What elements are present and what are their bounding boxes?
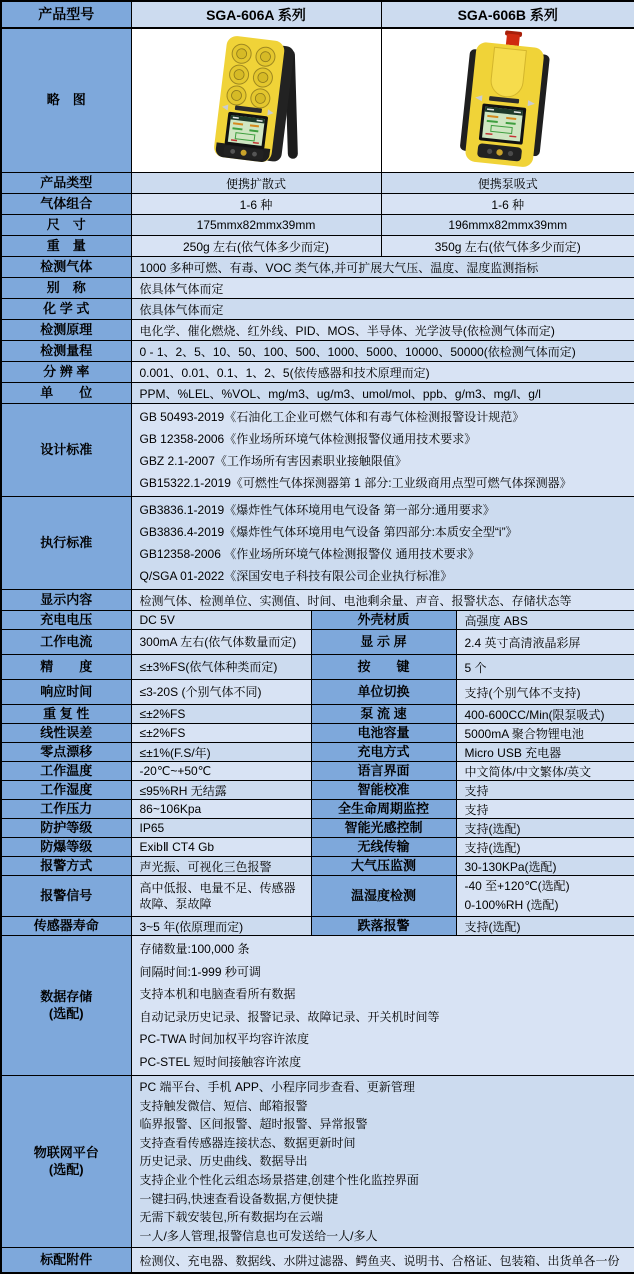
table-row: [1, 655, 634, 680]
spec-value-line: PC 端平台、手机 APP、小程序同步查看、更新管理: [139, 1080, 415, 1094]
row-label-2: 大气压监测: [311, 857, 456, 876]
spec-value-right: 5 个: [456, 655, 634, 680]
row-label: 单 位: [1, 383, 131, 404]
row-label-2: 无线传输: [311, 838, 456, 857]
table-row: [1, 299, 634, 320]
spec-value-line: GBZ 2.1-2007《工作场所有害因素职业接触限值》: [139, 454, 407, 468]
spec-value-b: 196mmx82mmx39mm: [381, 215, 634, 236]
row-label: 检测气体: [1, 257, 131, 278]
table-row: [1, 781, 634, 800]
spec-value: 检测气体、检测单位、实测值、时间、电池剩余量、声音、报警状态、存储状态等: [131, 590, 634, 611]
spec-value-right: 高强度 ABS: [456, 611, 634, 630]
table-row: [1, 173, 634, 194]
table-row: [1, 497, 634, 590]
spec-value-line: 一键扫码,快速查看设备数据,方便快捷: [139, 1191, 339, 1206]
spec-value-line: 自动记录历史记录、报警记录、故障记录、开关机时间等: [139, 1009, 440, 1024]
spec-value-left: ≤±2%FS: [131, 705, 311, 724]
spec-value-line: GB 12358-2006《作业场所环境气体检测报警仪通用技术要求》: [139, 432, 477, 446]
spec-value-line: 支持本机和电脑查看所有数据: [139, 987, 296, 1001]
spec-value-line: 存储数量:100,000 条: [139, 942, 250, 956]
table-row: [1, 630, 634, 655]
table-row: [1, 917, 634, 936]
table-row: [1, 215, 634, 236]
spec-value-a: 1-6 种: [131, 194, 381, 215]
row-label: 化 学 式: [1, 299, 131, 320]
row-label-2: 智能光感控制: [311, 819, 456, 838]
spec-value-a: 250g 左右(依气体多少而定): [131, 236, 381, 257]
spec-value-line: 支持触发微信、短信、邮箱报警: [139, 1098, 308, 1113]
row-label-line: 物联网平台: [33, 1145, 99, 1161]
table-row: [1, 278, 634, 299]
row-label-line: 数据存储: [40, 989, 93, 1005]
spec-value-left: IP65: [131, 819, 311, 838]
row-label: 传感器寿命: [1, 917, 131, 936]
spec-value-right: [456, 876, 634, 917]
row-label: 检测量程: [1, 341, 131, 362]
row-label-2: 外壳材质: [311, 611, 456, 630]
row-label: 分 辨 率: [1, 362, 131, 383]
spec-value: [131, 936, 634, 1076]
table-row: [1, 705, 634, 724]
spec-value-right: 支持(选配): [456, 819, 634, 838]
table-row: [1, 936, 634, 1076]
spec-value-left: ≤3-20S (个别气体不同): [131, 680, 311, 705]
spec-value: 检测仪、充电器、数据线、水阱过滤器、鳄鱼夹、说明书、合格证、包装箱、出货单各一份: [131, 1248, 634, 1273]
spec-value-right: 中文简体/中文繁体/英文: [456, 762, 634, 781]
row-label: 标配附件: [1, 1248, 131, 1273]
row-label: 显示内容: [1, 590, 131, 611]
row-label: 报警方式: [1, 857, 131, 876]
spec-value-right: Micro USB 充电器: [456, 743, 634, 762]
spec-value-a: 175mmx82mmx39mm: [131, 215, 381, 236]
row-label: 尺 寸: [1, 215, 131, 236]
spec-value: [131, 497, 634, 590]
spec-value-line: GB 50493-2019《石油化工企业可燃气体和有毒气体检测报警设计规范》: [139, 410, 525, 424]
row-label: 重 复 性: [1, 705, 131, 724]
spec-value-left: -20℃~+50℃: [131, 762, 311, 781]
row-label: [1, 936, 131, 1076]
row-label: 产品型号: [1, 1, 131, 28]
spec-value-line: 支持查看传感器连接状态、数据更新时间: [139, 1135, 356, 1150]
spec-value-left: 300mA 左右(依气体数量而定): [131, 630, 311, 655]
row-label: 防护等级: [1, 819, 131, 838]
spec-value-line: 0-100%RH (选配): [464, 898, 559, 912]
spec-value-line: Q/SGA 01-2022《深国安电子科技有限公司企业执行标准》: [139, 569, 453, 583]
row-label: 响应时间: [1, 680, 131, 705]
row-label-line: (选配): [48, 1005, 84, 1021]
product-b-image: [381, 28, 634, 173]
spec-value-right: 2.4 英寸高清液晶彩屏: [456, 630, 634, 655]
row-label-2: 泵 流 速: [311, 705, 456, 724]
spec-value-left: 高中低报、电量不足、传感器故障、泵故障: [131, 876, 311, 917]
row-label: 气体组合: [1, 194, 131, 215]
row-label-2: 单位切换: [311, 680, 456, 705]
spec-value-left: ≤±2%FS: [131, 724, 311, 743]
row-label-2: 显 示 屏: [311, 630, 456, 655]
table-row: [1, 1, 634, 28]
spec-value-right: 5000mA 聚合物锂电池: [456, 724, 634, 743]
table-row: [1, 838, 634, 857]
spec-value-line: GB3836.1-2019《爆炸性气体环境用电气设备 第一部分:通用要求》: [139, 503, 495, 517]
spec-value-left: ≤±1%(F.S/年): [131, 743, 311, 762]
spec-value-left: DC 5V: [131, 611, 311, 630]
table-row: [1, 800, 634, 819]
product-a-image: [131, 28, 381, 173]
spec-value-right: 30-130KPa(选配): [456, 857, 634, 876]
spec-value-left: ≤±3%FS(依气体种类而定): [131, 655, 311, 680]
series-a-header: SGA-606A 系列: [131, 1, 381, 28]
spec-value-right: 支持: [456, 781, 634, 800]
table-row: [1, 724, 634, 743]
row-label: 工作湿度: [1, 781, 131, 800]
row-label-2: 按 键: [311, 655, 456, 680]
sga-606a-device-illustration: [132, 29, 382, 172]
spec-value: 依具体气体而定: [131, 278, 634, 299]
row-label-2: 智能校准: [311, 781, 456, 800]
table-row: [1, 857, 634, 876]
spec-value-left: 3~5 年(依原理而定): [131, 917, 311, 936]
table-row: [1, 819, 634, 838]
spec-value-line: -40 至+120℃(选配): [464, 879, 570, 893]
spec-value-line: GB3836.4-2019《爆炸性气体环境用电气设备 第四部分:本质安全型“i”》: [139, 525, 518, 539]
row-label: 报警信号: [1, 876, 131, 917]
spec-value-left: 86~106Kpa: [131, 800, 311, 819]
sga-606b-device-illustration: [383, 29, 633, 172]
spec-value-b: 1-6 种: [381, 194, 634, 215]
table-row: [1, 362, 634, 383]
spec-value-line: 支持企业个性化云组态场景搭建,创建个性化监控界面: [139, 1172, 419, 1187]
spec-value-right: 支持: [456, 800, 634, 819]
row-label: 工作温度: [1, 762, 131, 781]
spec-value-b: 350g 左右(依气体多少而定): [381, 236, 634, 257]
row-label: 充电电压: [1, 611, 131, 630]
spec-value-left: 声光振、可视化三色报警: [131, 857, 311, 876]
spec-value-right: 支持(选配): [456, 917, 634, 936]
table-row: [1, 611, 634, 630]
spec-value: [131, 404, 634, 497]
row-label-2: 全生命周期监控: [311, 800, 456, 819]
spec-value-right: 400-600CC/Min(限泵吸式): [456, 705, 634, 724]
row-label: 执行标准: [1, 497, 131, 590]
row-label-2: 电池容量: [311, 724, 456, 743]
spec-value-line: PC-STEL 短时间接触容许浓度: [139, 1054, 302, 1069]
row-label-2: 语言界面: [311, 762, 456, 781]
row-label: 零点漂移: [1, 743, 131, 762]
row-label: 重 量: [1, 236, 131, 257]
table-row: [1, 876, 634, 917]
row-label-2: 跌落报警: [311, 917, 456, 936]
table-row: [1, 743, 634, 762]
table-row: [1, 680, 634, 705]
spec-value-line: PC-TWA 时间加权平均容许浓度: [139, 1032, 310, 1046]
spec-value: PPM、%LEL、%VOL、mg/m3、ug/m3、umol/mol、ppb、g/m3、mg/l、g/l: [131, 383, 634, 404]
spec-value: 电化学、催化燃烧、红外线、PID、MOS、半导体、光学波导(依检测气体而定): [131, 320, 634, 341]
spec-value-line: 一人/多人管理,报警信息也可发送给一人/多人: [139, 1228, 378, 1243]
table-row: [1, 404, 634, 497]
spec-value-right: 支持(个别气体不支持): [456, 680, 634, 705]
spec-value-right: 支持(选配): [456, 838, 634, 857]
series-b-header: SGA-606B 系列: [381, 1, 634, 28]
spec-value-line: GB12358-2006 《作业场所环境气体检测报警仪 通用技术要求》: [139, 547, 480, 561]
spec-value-line: 历史记录、历史曲线、数据导出: [139, 1154, 308, 1169]
row-label: [1, 1076, 131, 1248]
spec-value: 依具体气体而定: [131, 299, 634, 320]
spec-value-a: 便携扩散式: [131, 173, 381, 194]
spec-value: 1000 多种可燃、有毒、VOC 类气体,并可扩展大气压、温度、湿度监测指标: [131, 257, 634, 278]
spec-value-line: 无需下载安装包,所有数据均在云端: [139, 1210, 323, 1225]
spec-value-line: GB15322.1-2019《可燃性气体探测器第 1 部分:工业级商用点型可燃气体探测器》: [139, 476, 572, 490]
row-label: 工作电流: [1, 630, 131, 655]
table-row: [1, 194, 634, 215]
row-label: 略 图: [1, 28, 131, 173]
table-row: [1, 236, 634, 257]
row-label: 产品类型: [1, 173, 131, 194]
row-label: 别 称: [1, 278, 131, 299]
row-label: 防爆等级: [1, 838, 131, 857]
table-row: [1, 320, 634, 341]
table-row: [1, 257, 634, 278]
spec-value: 0 - 1、2、5、10、50、100、500、1000、5000、10000、50000(依检测气体而定): [131, 341, 634, 362]
table-row: [1, 1248, 634, 1273]
row-label: 精 度: [1, 655, 131, 680]
spec-value-left: ExibⅡ CT4 Gb: [131, 838, 311, 857]
spec-value-b: 便携泵吸式: [381, 173, 634, 194]
spec-value-left: ≤95%RH 无结露: [131, 781, 311, 800]
row-label-line: (选配): [48, 1161, 84, 1177]
row-label: 检测原理: [1, 320, 131, 341]
row-label: 线性误差: [1, 724, 131, 743]
table-row: [1, 762, 634, 781]
row-label-2: 充电方式: [311, 743, 456, 762]
table-row: [1, 383, 634, 404]
row-label: 设计标准: [1, 404, 131, 497]
table-row: [1, 341, 634, 362]
row-label: 工作压力: [1, 800, 131, 819]
spec-value: 0.001、0.01、0.1、1、2、5(依传感器和技术原理而定): [131, 362, 634, 383]
table-row: [1, 28, 634, 173]
table-row: [1, 590, 634, 611]
spec-value: [131, 1076, 634, 1248]
row-label-2: 温湿度检测: [311, 876, 456, 917]
spec-value-line: 间隔时间:1-999 秒可调: [139, 964, 261, 979]
table-row: [1, 1076, 634, 1248]
spec-value-line: 临界报警、区间报警、超时报警、异常报警: [139, 1117, 368, 1132]
